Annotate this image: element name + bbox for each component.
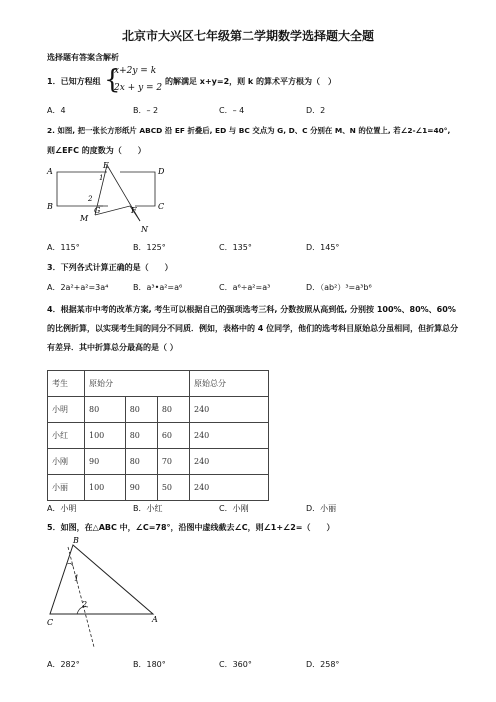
q2-option-c[interactable]: C．135° [219, 243, 252, 252]
q2-label-angle1: 1 [99, 174, 104, 182]
q2-label-c: C [158, 202, 165, 211]
q3-text: 3．下列各式计算正确的是（ ） [47, 263, 173, 272]
q4-option-b[interactable]: B．小红 [133, 504, 163, 513]
q1-option-a[interactable]: A．4 [47, 106, 66, 115]
table-cell: 70 [157, 449, 189, 475]
q2-label-n: N [141, 225, 148, 234]
q1-prefix: 1．已知方程组 [47, 77, 101, 86]
table-cell: 80 [125, 449, 157, 475]
q2-option-d[interactable]: D．145° [306, 243, 340, 252]
q5-option-d[interactable]: D．258° [306, 660, 340, 669]
table-cell: 60 [157, 423, 189, 449]
q2-label-a: A [47, 167, 53, 176]
q4-option-c[interactable]: C．小刚 [219, 504, 249, 513]
q5-label-c: C [47, 618, 54, 627]
table-cell: 240 [190, 423, 269, 449]
q5-label-a: A [152, 615, 158, 624]
q3-option-b[interactable]: B．a³•a²=a⁶ [133, 283, 183, 292]
q1-option-b[interactable]: B．– 2 [133, 106, 159, 115]
table-cell: 小红 [48, 423, 85, 449]
q3-option-d[interactable]: D．（ab²）³=a³b⁶ [306, 283, 372, 292]
table-cell: 240 [190, 397, 269, 423]
table-header: 原始分 [85, 371, 190, 397]
q1-eq1: x+2y = k [114, 66, 157, 76]
q5-label-b: B [73, 537, 79, 545]
q2-label-m: M [80, 214, 89, 223]
score-table [47, 370, 269, 501]
q5-text: 5．如图，在△ABC 中，∠C=78°，沿图中虚线截去∠C，则∠1+∠2=（ ） [47, 523, 335, 532]
q2-label-d: D [158, 167, 165, 176]
q5-figure [42, 537, 167, 649]
table-row [48, 449, 269, 475]
table-cell: 90 [85, 449, 126, 475]
table-cell: 100 [85, 423, 126, 449]
q1-eq2: 2x + y = 2 [114, 83, 163, 93]
table-header-row [48, 371, 269, 397]
table-cell: 80 [125, 423, 157, 449]
table-cell: 90 [125, 475, 157, 501]
table-header: 原始总分 [190, 371, 269, 397]
table-cell: 100 [85, 475, 126, 501]
page-title: 北京市大兴区七年级第二学期数学选择题大全题 [121, 29, 374, 43]
q4-option-a[interactable]: A．小明 [47, 504, 77, 513]
table-row [48, 423, 269, 449]
q4-text: 4．根据某市中考的改革方案, 考生可以根据自己的强项选考三科, 分数按照从高到低, 分别按 100%、80%、60%的比例折算，以实现考生间的同分不同质．例如，表格中的 4 位同学，他们的选考科目原始总分虽相同，但折算总分有差异．其中折算总分最高的是（ ） [47, 305, 459, 352]
table-header: 考生 [48, 371, 85, 397]
q1-brace: { [104, 65, 121, 95]
q2-line1: 2. 如图, 把一张长方形纸片 ABCD 沿 EF 折叠后, ED 与 BC 交点为 G, D、C 分别在 M、N 的位置上, 若∠2-∠1=40°, [47, 126, 451, 135]
q5-option-a[interactable]: A．282° [47, 660, 80, 669]
q4-option-d[interactable]: D．小丽 [306, 504, 337, 513]
q2-line2: 则∠EFC 的度数为（ ） [47, 146, 146, 155]
q2-label-b: B [47, 202, 53, 211]
table-row [48, 475, 269, 501]
table-cell: 80 [157, 397, 189, 423]
q1-suffix: 的解满足 x+y=2，则 k 的算术平方根为（ ） [165, 77, 337, 86]
table-row [48, 397, 269, 423]
table-cell: 小丽 [48, 475, 85, 501]
q2-label-e: E [103, 161, 109, 170]
table-cell: 240 [190, 475, 269, 501]
q3-option-a[interactable]: A．2a²+a²=3a⁴ [47, 283, 109, 292]
q5-label-angle1: 1 [74, 574, 80, 583]
table-cell: 小刚 [48, 449, 85, 475]
q2-option-a[interactable]: A．115° [47, 243, 80, 252]
q1-option-d[interactable]: D．2 [306, 106, 326, 115]
q1-option-c[interactable]: C．– 4 [219, 106, 245, 115]
table-cell: 80 [125, 397, 157, 423]
q5-label-angle2: 2 [82, 600, 88, 609]
table-cell: 小明 [48, 397, 85, 423]
table-cell: 50 [157, 475, 189, 501]
q2-option-b[interactable]: B．125° [133, 243, 166, 252]
q5-option-b[interactable]: B．180° [133, 660, 166, 669]
q5-option-c[interactable]: C．360° [219, 660, 252, 669]
section-subtitle: 选择题有答案含解析 [47, 53, 119, 62]
q3-option-c[interactable]: C．a⁶÷a²=a³ [219, 283, 271, 292]
q2-label-g: G [94, 206, 101, 215]
table-cell: 240 [190, 449, 269, 475]
table-cell: 80 [85, 397, 126, 423]
q2-label-f: F [131, 206, 137, 215]
q2-figure [45, 160, 175, 235]
q2-label-angle2: 2 [88, 195, 93, 203]
